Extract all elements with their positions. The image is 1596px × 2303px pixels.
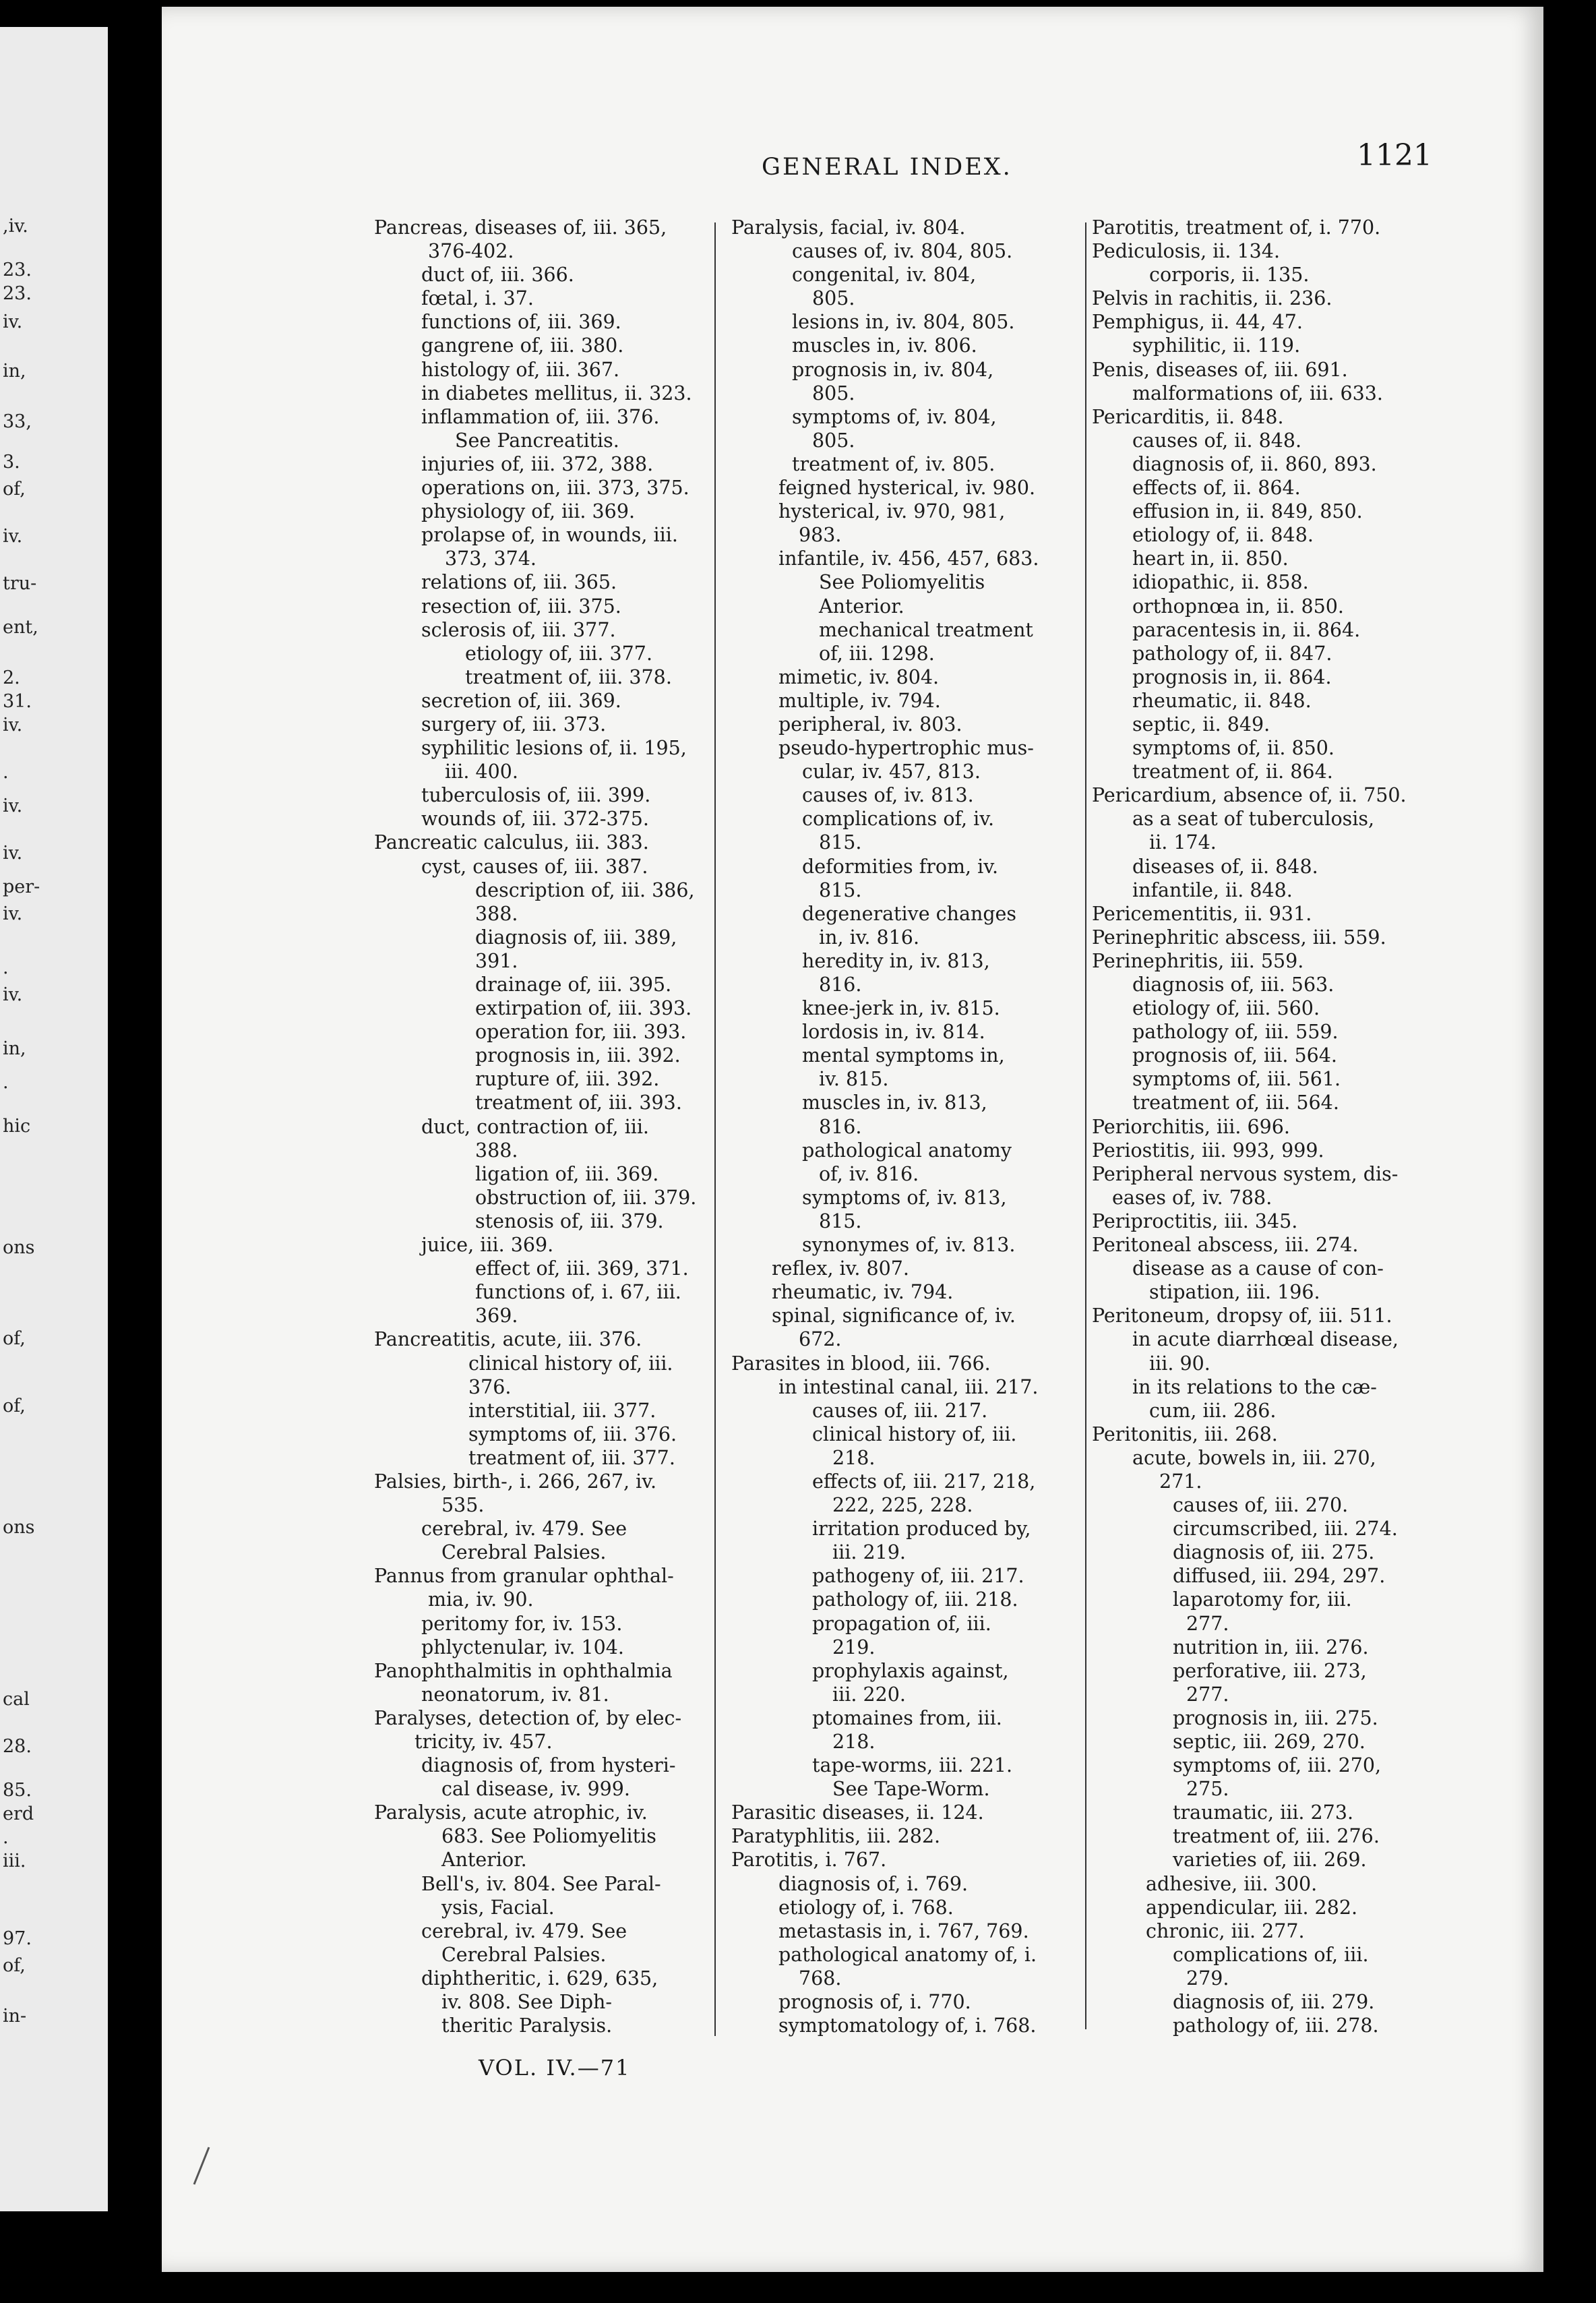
index-entry: diphtheritic, i. 629, 635,: [421, 1967, 658, 1990]
index-entry: cerebral, iv. 479. See: [421, 1518, 627, 1541]
index-entry: interstitial, iii. 377.: [468, 1399, 656, 1422]
index-entry: secretion of, iii. 369.: [421, 689, 621, 712]
index-entry: causes of, iv. 804, 805.: [792, 240, 1013, 263]
index-entry: 277.: [1186, 1612, 1229, 1635]
index-entry: of, iv. 816.: [819, 1162, 919, 1185]
index-entry: hysterical, iv. 970, 981,: [778, 500, 1006, 523]
index-entry: prognosis of, i. 770.: [778, 1991, 971, 2014]
index-entry: Pannus from granular ophthal-: [374, 1565, 674, 1588]
index-entry: Paralysis, acute atrophic, iv.: [374, 1801, 648, 1824]
index-entry: treatment of, ii. 864.: [1132, 760, 1333, 783]
index-entry: clinical history of, iii.: [812, 1423, 1017, 1445]
index-entry: pathology of, iii. 218.: [812, 1588, 1018, 1611]
left-page-fragment: 85.: [3, 1780, 32, 1801]
left-page-fragment: iv.: [3, 903, 23, 924]
left-page-fragment: 28.: [3, 1736, 32, 1757]
index-entry: Paratyphlitis, iii. 282.: [731, 1825, 941, 1848]
index-entry: prolapse of, in wounds, iii.: [421, 524, 678, 547]
index-entry: Pelvis in rachitis, ii. 236.: [1092, 287, 1332, 310]
left-page-fragment: iv.: [3, 715, 23, 736]
left-page-fragment: .: [3, 957, 9, 978]
index-entry: symptoms of, iii. 561.: [1132, 1068, 1341, 1091]
index-entry: 279.: [1186, 1967, 1229, 1990]
index-entry: circumscribed, iii. 274.: [1173, 1518, 1398, 1541]
left-page-fragment: in,: [3, 361, 26, 382]
index-entry: varieties of, iii. 269.: [1173, 1849, 1367, 1872]
index-entry: etiology of, i. 768.: [778, 1896, 954, 1919]
index-entry: symptoms of, iii. 376.: [468, 1423, 677, 1445]
left-page-fragment: cal: [3, 1689, 30, 1710]
index-column-1: [374, 216, 725, 2037]
left-page-edge: [0, 27, 108, 2211]
index-entry: 369.: [475, 1305, 518, 1327]
index-entry: degenerative changes: [802, 902, 1017, 925]
index-entry: iv. 815.: [819, 1068, 889, 1091]
index-entry: 391.: [475, 949, 518, 972]
left-page-fragment: ons: [3, 1237, 35, 1258]
index-entry: rupture of, iii. 392.: [475, 1068, 660, 1091]
index-entry: Pericementitis, ii. 931.: [1092, 902, 1312, 925]
index-entry: symptoms of, iv. 804,: [792, 405, 997, 428]
index-entry: paracentesis in, ii. 864.: [1132, 618, 1361, 641]
index-entry: Anterior.: [441, 1849, 527, 1872]
index-entry: knee-jerk in, iv. 815.: [802, 997, 1000, 1020]
index-entry: functions of, i. 67, iii.: [475, 1281, 681, 1304]
index-page: [162, 7, 1543, 2272]
signature-mark: VOL. IV.—71: [479, 2055, 631, 2081]
index-entry: wounds of, iii. 372-375.: [421, 808, 649, 831]
index-entry: orthopnœa in, ii. 850.: [1132, 595, 1344, 618]
left-page-fragment: .: [3, 1072, 9, 1093]
index-entry: drainage of, iii. 395.: [475, 974, 672, 996]
left-page-fragment: 97.: [3, 1928, 32, 1949]
index-entry: chronic, iii. 277.: [1146, 1919, 1305, 1942]
left-page-fragment: of,: [3, 1396, 26, 1416]
index-entry: treatment of, iii. 378.: [465, 665, 672, 688]
index-entry: 805.: [812, 382, 855, 405]
index-entry: cyst, causes of, iii. 387.: [421, 855, 648, 878]
index-entry: perforative, iii. 273,: [1173, 1659, 1367, 1682]
index-entry: pseudo-hypertrophic mus-: [778, 737, 1034, 760]
index-entry: acute, bowels in, iii. 270,: [1132, 1446, 1376, 1469]
index-entry: operations on, iii. 373, 375.: [421, 477, 689, 500]
index-entry: 373, 374.: [445, 547, 536, 570]
index-entry: peritomy for, iv. 153.: [421, 1612, 623, 1635]
left-page-fragment: in-: [3, 2006, 27, 2027]
index-entry: pathological anatomy of, i.: [778, 1943, 1037, 1966]
index-entry: 805.: [812, 429, 855, 452]
left-page-fragment: of,: [3, 1328, 26, 1349]
left-page-fragment: iv.: [3, 796, 23, 816]
index-entry: 271.: [1159, 1470, 1202, 1493]
index-entry: Perinephritis, iii. 559.: [1092, 949, 1304, 972]
index-entry: in intestinal canal, iii. 217.: [778, 1375, 1039, 1398]
left-page-fragment: of,: [3, 1955, 26, 1976]
index-entry: Pancreatic calculus, iii. 383.: [374, 831, 649, 854]
index-entry: Pancreatitis, acute, iii. 376.: [374, 1328, 642, 1351]
index-entry: malformations of, iii. 633.: [1132, 382, 1383, 405]
index-entry: symptoms of, iv. 813,: [802, 1186, 1007, 1209]
index-entry: iii. 400.: [445, 760, 518, 783]
index-entry: Anterior.: [819, 595, 904, 618]
left-page-fragment: per-: [3, 876, 40, 897]
index-entry: diagnosis of, i. 769.: [778, 1872, 969, 1895]
index-entry: syphilitic lesions of, ii. 195,: [421, 737, 687, 760]
index-entry: idiopathic, ii. 858.: [1132, 571, 1309, 594]
index-entry: 275.: [1186, 1778, 1229, 1801]
index-entry: prognosis in, iii. 275.: [1173, 1706, 1378, 1729]
index-entry: ysis, Facial.: [441, 1896, 555, 1919]
index-entry: septic, ii. 849.: [1132, 713, 1270, 736]
index-entry: 277.: [1186, 1683, 1229, 1706]
index-entry: irritation produced by,: [812, 1518, 1031, 1541]
index-entry: duct, contraction of, iii.: [421, 1115, 649, 1138]
index-entry: in acute diarrhœal disease,: [1132, 1328, 1399, 1351]
left-page-fragment: .: [3, 762, 9, 783]
index-entry: eases of, iv. 788.: [1112, 1186, 1272, 1209]
index-column-3: [1092, 216, 1469, 2037]
index-entry: in its relations to the cæ-: [1132, 1375, 1377, 1398]
index-entry: Pemphigus, ii. 44, 47.: [1092, 311, 1303, 334]
index-entry: Cerebral Palsies.: [441, 1943, 607, 1966]
index-entry: tricity, iv. 457.: [415, 1731, 553, 1753]
pencil-mark: [189, 2144, 216, 2191]
index-entry: juice, iii. 369.: [421, 1234, 554, 1257]
index-entry: syphilitic, ii. 119.: [1132, 334, 1301, 357]
left-page-fragment: in,: [3, 1038, 26, 1059]
index-entry: 683. See Poliomyelitis: [441, 1825, 656, 1848]
page-number: 1121: [1357, 138, 1432, 173]
index-entry: effusion in, ii. 849, 850.: [1132, 500, 1363, 523]
index-entry: lesions in, iv. 804, 805.: [792, 311, 1015, 334]
index-entry: nutrition in, iii. 276.: [1173, 1636, 1369, 1658]
index-entry: 815.: [819, 878, 862, 901]
index-entry: ligation of, iii. 369.: [475, 1162, 659, 1185]
index-entry: 376-402.: [428, 240, 514, 263]
index-entry: Pediculosis, ii. 134.: [1092, 240, 1281, 263]
index-entry: infantile, ii. 848.: [1132, 878, 1293, 901]
index-entry: prognosis in, ii. 864.: [1132, 665, 1332, 688]
index-entry: 218.: [832, 1446, 876, 1469]
index-entry: 376.: [468, 1375, 512, 1398]
index-entry: 222, 225, 228.: [832, 1494, 973, 1517]
index-entry: obstruction of, iii. 379.: [475, 1186, 697, 1209]
index-entry: cal disease, iv. 999.: [441, 1778, 630, 1801]
index-entry: resection of, iii. 375.: [421, 595, 621, 618]
index-entry: mimetic, iv. 804.: [778, 665, 940, 688]
left-page-fragment: iv.: [3, 984, 23, 1005]
index-entry: heart in, ii. 850.: [1132, 547, 1289, 570]
index-entry: effect of, iii. 369, 371.: [475, 1257, 689, 1280]
index-entry: deformities from, iv.: [802, 855, 999, 878]
index-entry: heredity in, iv. 813,: [802, 949, 990, 972]
index-entry: 672.: [799, 1328, 842, 1351]
index-entry: 388.: [475, 902, 518, 925]
index-entry: pathological anatomy: [802, 1139, 1012, 1162]
index-entry: diseases of, ii. 848.: [1132, 855, 1318, 878]
index-entry: Palsies, birth-, i. 266, 267, iv.: [374, 1470, 657, 1493]
left-page-fragment: ,iv.: [3, 216, 28, 237]
index-entry: cerebral, iv. 479. See: [421, 1919, 627, 1942]
index-entry: Paralyses, detection of, by elec-: [374, 1706, 682, 1729]
left-page-fragment: 3.: [3, 452, 20, 473]
index-entry: See Pancreatitis.: [455, 429, 619, 452]
index-entry: symptomatology of, i. 768.: [778, 2014, 1037, 2037]
index-entry: cum, iii. 286.: [1149, 1399, 1277, 1422]
index-entry: diffused, iii. 294, 297.: [1173, 1565, 1386, 1588]
index-entry: reflex, iv. 807.: [772, 1257, 909, 1280]
index-entry: iii. 220.: [832, 1683, 906, 1706]
index-entry: effects of, ii. 864.: [1132, 477, 1301, 500]
left-page-fragment: 23.: [3, 283, 32, 304]
index-entry: mechanical treatment: [819, 618, 1033, 641]
index-entry: treatment of, iii. 564.: [1132, 1091, 1339, 1114]
index-entry: in, iv. 816.: [819, 926, 919, 949]
index-entry: septic, iii. 269, 270.: [1173, 1731, 1365, 1753]
index-entry: symptoms of, ii. 850.: [1132, 737, 1334, 760]
index-entry: etiology of, iii. 560.: [1132, 997, 1320, 1020]
index-entry: multiple, iv. 794.: [778, 689, 941, 712]
index-entry: diagnosis of, ii. 860, 893.: [1132, 452, 1377, 475]
left-page-fragment: 31.: [3, 691, 32, 712]
index-entry: operation for, iii. 393.: [475, 1021, 687, 1044]
index-entry: Pericarditis, ii. 848.: [1092, 405, 1284, 428]
index-entry: in diabetes mellitus, ii. 323.: [421, 382, 692, 405]
index-entry: extirpation of, iii. 393.: [475, 997, 692, 1020]
index-entry: symptoms of, iii. 270,: [1173, 1754, 1382, 1777]
index-entry: Perinephritic abscess, iii. 559.: [1092, 926, 1386, 949]
left-page-fragment: iii.: [3, 1851, 26, 1872]
index-entry: adhesive, iii. 300.: [1146, 1872, 1318, 1895]
index-entry: lordosis in, iv. 814.: [802, 1021, 985, 1044]
index-entry: peripheral, iv. 803.: [778, 713, 962, 736]
index-entry: Parotitis, i. 767.: [731, 1849, 887, 1872]
index-entry: rheumatic, iv. 794.: [772, 1281, 954, 1304]
index-entry: Peritoneal abscess, iii. 274.: [1092, 1234, 1359, 1257]
index-entry: description of, iii. 386,: [475, 878, 695, 901]
index-entry: prognosis in, iii. 392.: [475, 1044, 681, 1067]
index-entry: mia, iv. 90.: [428, 1588, 534, 1611]
index-entry: neonatorum, iv. 81.: [421, 1683, 609, 1706]
index-entry: appendicular, iii. 282.: [1146, 1896, 1358, 1919]
index-entry: treatment of, iv. 805.: [792, 452, 995, 475]
index-entry: causes of, ii. 848.: [1132, 429, 1302, 452]
left-page-fragment: iv.: [3, 843, 23, 864]
index-entry: complications of, iii.: [1173, 1943, 1369, 1966]
index-entry: 816.: [819, 974, 862, 996]
index-entry: phlyctenular, iv. 104.: [421, 1636, 624, 1658]
index-entry: muscles in, iv. 813,: [802, 1091, 987, 1114]
index-entry: Peritoneum, dropsy of, iii. 511.: [1092, 1305, 1392, 1327]
index-entry: 815.: [819, 1209, 862, 1232]
left-page-fragment: ons: [3, 1517, 35, 1538]
index-entry: muscles in, iv. 806.: [792, 334, 977, 357]
left-page-fragment: iv.: [3, 526, 23, 547]
left-page-fragment: .: [3, 1827, 9, 1848]
index-column-2: [731, 216, 1088, 2037]
index-entry: Panophthalmitis in ophthalmia: [374, 1659, 673, 1682]
index-entry: pathology of, ii. 847.: [1132, 642, 1332, 665]
left-page-fragment: of,: [3, 479, 26, 500]
left-page-fragment: 23.: [3, 260, 32, 280]
index-entry: Peritonitis, iii. 268.: [1092, 1423, 1278, 1445]
index-entry: etiology of, iii. 377.: [465, 642, 653, 665]
index-entry: Cerebral Palsies.: [441, 1541, 607, 1564]
index-entry: gangrene of, iii. 380.: [421, 334, 624, 357]
index-entry: treatment of, iii. 377.: [468, 1446, 675, 1469]
index-entry: Parasites in blood, iii. 766.: [731, 1352, 991, 1375]
index-entry: Periorchitis, iii. 696.: [1092, 1115, 1290, 1138]
index-entry: diagnosis of, iii. 275.: [1173, 1541, 1375, 1564]
index-entry: Penis, diseases of, iii. 691.: [1092, 358, 1348, 381]
index-entry: stipation, iii. 196.: [1149, 1281, 1320, 1304]
index-entry: Paralysis, facial, iv. 804.: [731, 216, 966, 239]
index-entry: tuberculosis of, iii. 399.: [421, 784, 651, 807]
index-entry: histology of, iii. 367.: [421, 358, 620, 381]
index-entry: Parasitic diseases, ii. 124.: [731, 1801, 984, 1824]
index-entry: ptomaines from, iii.: [812, 1706, 1002, 1729]
index-entry: 388.: [475, 1139, 518, 1162]
index-entry: iii. 90.: [1149, 1352, 1210, 1375]
index-entry: spinal, significance of, iv.: [772, 1305, 1016, 1327]
index-entry: prognosis in, iv. 804,: [792, 358, 994, 381]
index-entry: physiology of, iii. 369.: [421, 500, 636, 523]
index-entry: rheumatic, ii. 848.: [1132, 689, 1312, 712]
index-entry: congenital, iv. 804,: [792, 264, 977, 287]
index-entry: duct of, iii. 366.: [421, 264, 574, 287]
index-entry: See Poliomyelitis: [819, 571, 985, 594]
left-page-fragment: erd: [3, 1803, 34, 1824]
index-entry: complications of, iv.: [802, 808, 995, 831]
index-entry: corporis, ii. 135.: [1149, 264, 1310, 287]
index-entry: Periostitis, iii. 993, 999.: [1092, 1139, 1324, 1162]
index-entry: of, iii. 1298.: [819, 642, 935, 665]
index-entry: 815.: [819, 831, 862, 854]
index-entry: fœtal, i. 37.: [421, 287, 534, 310]
index-entry: Peripheral nervous system, dis-: [1092, 1162, 1399, 1185]
index-entry: See Tape-Worm.: [832, 1778, 990, 1801]
left-page-fragment: 2.: [3, 667, 20, 688]
index-entry: pathology of, iii. 559.: [1132, 1021, 1339, 1044]
left-page-fragment: 33,: [3, 411, 32, 432]
left-page-fragment: iv.: [3, 311, 23, 332]
index-entry: ii. 174.: [1149, 831, 1217, 854]
index-entry: diagnosis of, iii. 389,: [475, 926, 677, 949]
index-entry: traumatic, iii. 273.: [1173, 1801, 1354, 1824]
index-entry: causes of, iv. 813.: [802, 784, 974, 807]
running-header: GENERAL INDEX.: [762, 154, 1012, 181]
left-page-fragment: tru-: [3, 573, 37, 594]
index-entry: treatment of, iii. 276.: [1173, 1825, 1380, 1848]
index-entry: cular, iv. 457, 813.: [802, 760, 981, 783]
index-entry: Parotitis, treatment of, i. 770.: [1092, 216, 1381, 239]
left-page-fragment: ent,: [3, 617, 38, 638]
index-entry: 768.: [799, 1967, 842, 1990]
left-page-fragment: hic: [3, 1116, 31, 1137]
index-entry: tape-worms, iii. 221.: [812, 1754, 1013, 1777]
index-entry: Pancreas, diseases of, iii. 365,: [374, 216, 667, 239]
index-entry: diagnosis of, iii. 279.: [1173, 1991, 1375, 2014]
index-entry: propagation of, iii.: [812, 1612, 991, 1635]
index-entry: infantile, iv. 456, 457, 683.: [778, 547, 1039, 570]
index-entry: causes of, iii. 270.: [1173, 1494, 1349, 1517]
index-entry: 816.: [819, 1115, 862, 1138]
index-entry: iv. 808. See Diph-: [441, 1991, 612, 2014]
index-entry: 805.: [812, 287, 855, 310]
index-entry: prophylaxis against,: [812, 1659, 1009, 1682]
index-entry: etiology of, ii. 848.: [1132, 524, 1314, 547]
index-entry: iii. 219.: [832, 1541, 906, 1564]
index-entry: 218.: [832, 1731, 876, 1753]
index-entry: 983.: [799, 524, 842, 547]
index-entry: clinical history of, iii.: [468, 1352, 673, 1375]
index-entry: theritic Paralysis.: [441, 2014, 613, 2037]
index-entry: metastasis in, i. 767, 769.: [778, 1919, 1029, 1942]
index-entry: synonymes of, iv. 813.: [802, 1234, 1016, 1257]
index-entry: pathogeny of, iii. 217.: [812, 1565, 1024, 1588]
index-entry: relations of, iii. 365.: [421, 571, 617, 594]
index-entry: treatment of, iii. 393.: [475, 1091, 682, 1114]
index-entry: as a seat of tuberculosis,: [1132, 808, 1375, 831]
index-entry: Periproctitis, iii. 345.: [1092, 1209, 1298, 1232]
index-entry: injuries of, iii. 372, 388.: [421, 452, 654, 475]
index-entry: feigned hysterical, iv. 980.: [778, 477, 1036, 500]
index-entry: sclerosis of, iii. 377.: [421, 618, 616, 641]
index-entry: Pericardium, absence of, ii. 750.: [1092, 784, 1407, 807]
index-entry: disease as a cause of con-: [1132, 1257, 1384, 1280]
index-entry: stenosis of, iii. 379.: [475, 1209, 664, 1232]
index-entry: diagnosis of, iii. 563.: [1132, 974, 1334, 996]
index-entry: laparotomy for, iii.: [1173, 1588, 1352, 1611]
index-entry: prognosis of, iii. 564.: [1132, 1044, 1337, 1067]
index-entry: Bell's, iv. 804. See Paral-: [421, 1872, 661, 1895]
index-entry: 219.: [832, 1636, 876, 1658]
index-entry: surgery of, iii. 373.: [421, 713, 607, 736]
index-entry: functions of, iii. 369.: [421, 311, 621, 334]
index-entry: causes of, iii. 217.: [812, 1399, 988, 1422]
left-page-fragments: [0, 27, 108, 2211]
index-entry: mental symptoms in,: [802, 1044, 1005, 1067]
index-entry: diagnosis of, from hysteri-: [421, 1754, 676, 1777]
index-entry: effects of, iii. 217, 218,: [812, 1470, 1036, 1493]
index-entry: inflammation of, iii. 376.: [421, 405, 660, 428]
index-entry: pathology of, iii. 278.: [1173, 2014, 1379, 2037]
index-entry: 535.: [441, 1494, 485, 1517]
